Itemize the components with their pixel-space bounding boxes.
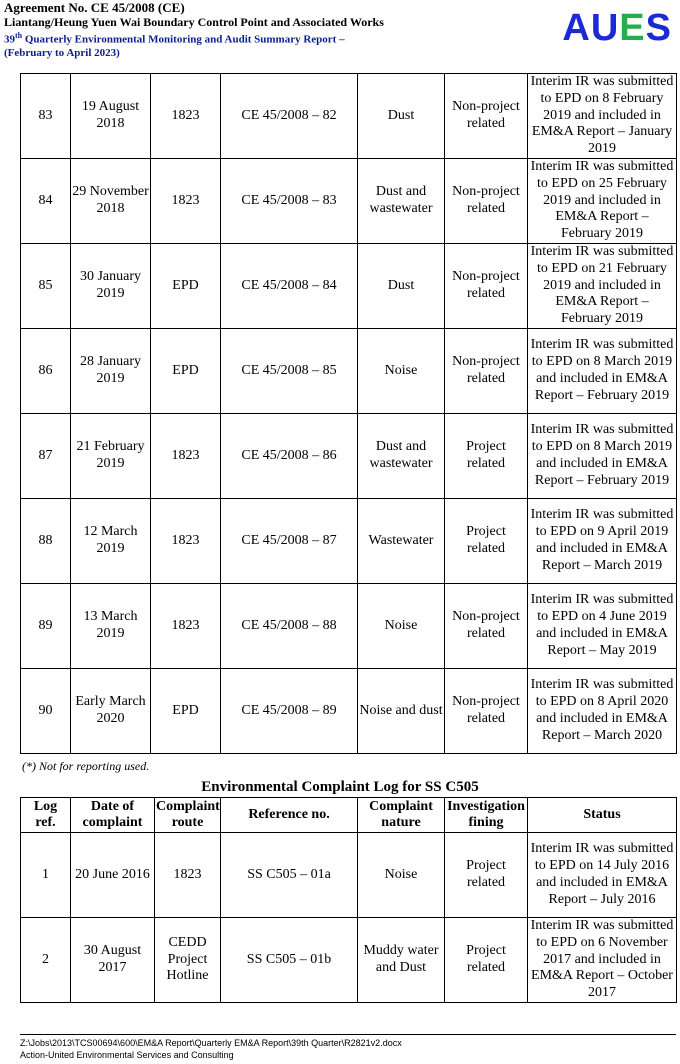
cell-finding: Non-project related — [445, 584, 528, 669]
cell-status: Interim IR was submitted to EPD on 21 February 2019 and included in EM&A Report – February 2019 — [528, 244, 677, 329]
cell-route: 1823 — [151, 584, 221, 669]
logo-s: S — [645, 7, 672, 49]
page-header — [4, 0, 676, 60]
cell-date: 21 February 2019 — [71, 414, 151, 499]
cell-route: 1823 — [151, 159, 221, 244]
report-period: (February to April 2023) — [4, 46, 120, 59]
table-row — [21, 833, 677, 918]
ss-c505-complaint-body — [21, 833, 677, 1003]
header-nature: Complaint nature — [358, 798, 445, 833]
cell-status: Interim IR was submitted to EPD on 8 April 2020 and included in EM&A Report – March 2020 — [528, 669, 677, 754]
table-row — [21, 74, 677, 159]
cell-route: CEDD Project Hotline — [155, 918, 221, 1003]
logo-au: AU — [562, 7, 620, 49]
cell-log-ref: 85 — [21, 244, 71, 329]
cell-date: 29 November 2018 — [71, 159, 151, 244]
cell-date: 19 August 2018 — [71, 74, 151, 159]
cell-finding: Non-project related — [445, 159, 528, 244]
cell-reference: CE 45/2008 – 89 — [221, 669, 358, 754]
cell-finding: Non-project related — [445, 329, 528, 414]
cell-reference: CE 45/2008 – 82 — [221, 74, 358, 159]
table-row — [21, 329, 677, 414]
cell-status: Interim IR was submitted to EPD on 8 March 2019 and included in EM&A Report – February 2019 — [528, 329, 677, 414]
logo-e: E — [619, 7, 646, 49]
cell-log-ref: 90 — [21, 669, 71, 754]
header-finding: Investigation fining — [445, 798, 528, 833]
cell-reference: SS C505 – 01a — [221, 833, 358, 918]
cell-date: 13 March 2019 — [71, 584, 151, 669]
table-row — [21, 414, 677, 499]
agreement-number: Agreement No. CE 45/2008 (CE) — [4, 0, 185, 15]
header-date: Date of complaint — [71, 798, 155, 833]
cell-route: 1823 — [151, 414, 221, 499]
header-status: Status — [528, 798, 677, 833]
cell-reference: CE 45/2008 – 87 — [221, 499, 358, 584]
cell-finding: Project related — [445, 833, 528, 918]
cell-reference: CE 45/2008 – 88 — [221, 584, 358, 669]
cell-log-ref: 84 — [21, 159, 71, 244]
cell-reference: CE 45/2008 – 86 — [221, 414, 358, 499]
cell-nature: Dust — [358, 244, 445, 329]
cell-date: 12 March 2019 — [71, 499, 151, 584]
cell-nature: Dust and wastewater — [358, 414, 445, 499]
cell-status: Interim IR was submitted to EPD on 8 February 2019 and included in EM&A Report – January 2019 — [528, 74, 677, 159]
ss-c505-log-title: Environmental Complaint Log for SS C505 — [201, 779, 479, 795]
cell-log-ref: 88 — [21, 499, 71, 584]
cell-log-ref: 1 — [21, 833, 71, 918]
cell-log-ref: 89 — [21, 584, 71, 669]
cell-nature: Muddy water and Dust — [358, 918, 445, 1003]
cell-log-ref: 2 — [21, 918, 71, 1003]
page-footer — [20, 1037, 402, 1061]
cell-status: Interim IR was submitted to EPD on 6 November 2017 and included in EM&A Report – October 2017 — [528, 918, 677, 1003]
cell-date: 30 January 2019 — [71, 244, 151, 329]
table-row — [21, 159, 677, 244]
cell-finding: Non-project related — [445, 244, 528, 329]
cell-date: 30 August 2017 — [71, 918, 155, 1003]
cell-finding: Non-project related — [445, 74, 528, 159]
cell-nature: Dust and wastewater — [358, 159, 445, 244]
cell-nature: Noise — [358, 833, 445, 918]
table-row — [21, 918, 677, 1003]
cell-nature: Noise and dust — [358, 669, 445, 754]
cell-finding: Non-project related — [445, 669, 528, 754]
company-name: Action-United Environmental Services and Consulting — [20, 1050, 234, 1060]
cell-reference: SS C505 – 01b — [221, 918, 358, 1003]
cell-reference: CE 45/2008 – 84 — [221, 244, 358, 329]
file-path: Z:\Jobs\2013\TCS00694\600\EM&A Report\Quarterly EM&A Report\39th Quarter\R2821v2.docx — [20, 1038, 402, 1048]
table-row — [21, 584, 677, 669]
cell-date: Early March 2020 — [71, 669, 151, 754]
header-row — [21, 798, 677, 833]
table-row — [21, 669, 677, 754]
cell-date: 20 June 2016 — [71, 833, 155, 918]
cell-status: Interim IR was submitted to EPD on 4 June 2019 and included in EM&A Report – May 2019 — [528, 584, 677, 669]
header-reference: Reference no. — [221, 798, 358, 833]
cell-log-ref: 87 — [21, 414, 71, 499]
report-ordinal: 39 — [4, 33, 15, 46]
cell-log-ref: 86 — [21, 329, 71, 414]
cell-status: Interim IR was submitted to EPD on 8 March 2019 and included in EM&A Report – February 2019 — [528, 414, 677, 499]
table-note: (*) Not for reporting used. — [22, 759, 150, 773]
header-route: Complaint route — [155, 798, 221, 833]
cell-nature: Noise — [358, 584, 445, 669]
cell-nature: Noise — [358, 329, 445, 414]
report-title-text: Quarterly Environmental Monitoring and Audit Summary Report – — [22, 33, 345, 46]
cell-status: Interim IR was submitted to EPD on 9 April 2019 and included in EM&A Report – March 2019 — [528, 499, 677, 584]
report-ordinal-suffix: th — [15, 31, 23, 40]
complaint-log-table-continued — [20, 73, 677, 754]
cell-nature: Dust — [358, 74, 445, 159]
cell-nature: Wastewater — [358, 499, 445, 584]
cell-route: EPD — [151, 669, 221, 754]
cell-status: Interim IR was submitted to EPD on 14 July 2016 and included in EM&A Report – July 2016 — [528, 833, 677, 918]
cell-route: 1823 — [155, 833, 221, 918]
cell-route: 1823 — [151, 499, 221, 584]
footer-rule — [20, 1034, 676, 1035]
cell-status: Interim IR was submitted to EPD on 25 February 2019 and included in EM&A Report – February 2019 — [528, 159, 677, 244]
cell-route: 1823 — [151, 74, 221, 159]
cell-finding: Project related — [445, 414, 528, 499]
ss-c505-complaint-table — [20, 797, 677, 1003]
cell-log-ref: 83 — [21, 74, 71, 159]
cell-route: EPD — [151, 329, 221, 414]
complaint-log-body — [21, 74, 677, 754]
table-row — [21, 244, 677, 329]
cell-reference: CE 45/2008 – 83 — [221, 159, 358, 244]
cell-finding: Project related — [445, 499, 528, 584]
cell-date: 28 January 2019 — [71, 329, 151, 414]
header-log-ref: Log ref. — [21, 798, 71, 833]
cell-route: EPD — [151, 244, 221, 329]
cell-reference: CE 45/2008 – 85 — [221, 329, 358, 414]
cell-finding: Project related — [445, 918, 528, 1003]
aues-logo — [562, 8, 672, 48]
project-title: Liantang/Heung Yuen Wai Boundary Control Point and Associated Works — [4, 15, 384, 29]
table-row — [21, 499, 677, 584]
